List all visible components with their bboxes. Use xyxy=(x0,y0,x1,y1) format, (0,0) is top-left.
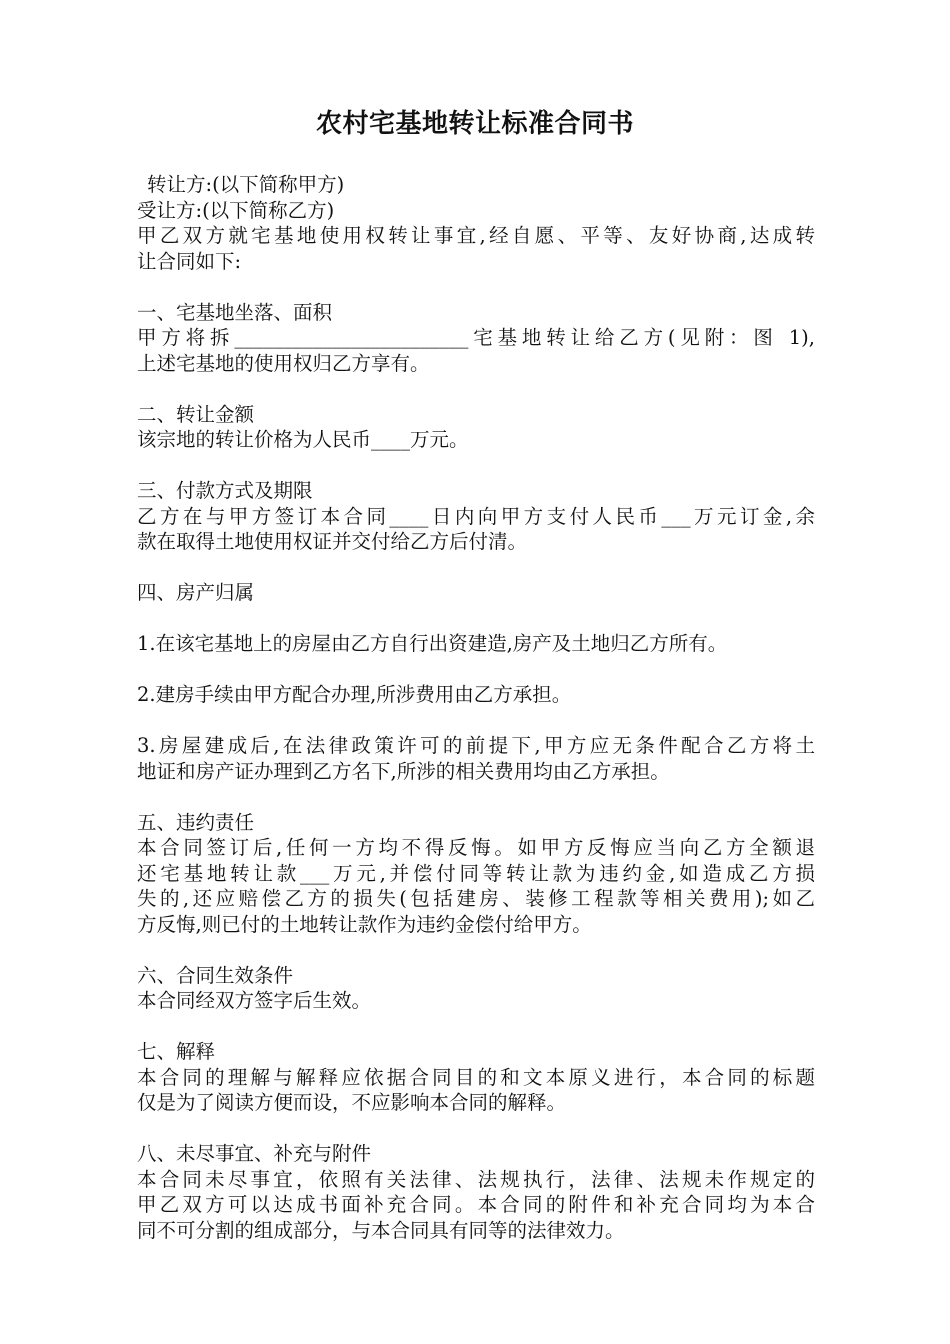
intro-line-1: 甲乙双方就宅基地使用权转让事宜,经自愿、平等、友好协商,达成转 xyxy=(137,224,815,247)
document-body xyxy=(137,172,815,1243)
document-title: 农村宅基地转让标准合同书 xyxy=(315,109,634,139)
section-4-item-3-line-1: 3.房屋建成后,在法律政策许可的前提下,甲方应无条件配合乙方将土 xyxy=(137,734,815,757)
section-4-heading: 四、房产归属 xyxy=(137,581,255,604)
intro-line-2: 让合同如下: xyxy=(137,249,242,273)
paragraph-gap xyxy=(137,657,815,683)
paragraph-gap xyxy=(137,453,815,479)
paragraph-gap xyxy=(137,1116,815,1142)
section-2-heading: 二、转让金额 xyxy=(137,402,255,426)
party-b-line: 受让方:(以下简称乙方) xyxy=(137,198,335,222)
section-3-line-1: 乙方在与甲方签订本合同____日内向甲方支付人民币___万元订金,余 xyxy=(137,504,815,528)
section-2-line-1: 该宗地的转让价格为人民币____万元。 xyxy=(137,428,469,451)
section-7-line-2: 仅是为了阅读方便而设，不应影响本合同的解释。 xyxy=(137,1091,567,1114)
paragraph-gap xyxy=(137,784,815,810)
section-3-line-2: 款在取得土地使用权证并交付给乙方后付清。 xyxy=(137,530,528,553)
paragraph-gap xyxy=(137,376,815,402)
paragraph-gap xyxy=(137,937,815,963)
paragraph-gap xyxy=(137,708,815,734)
section-5-line-2: 还宅基地转让款___万元,并偿付同等转让款为违约金,如造成乙方损 xyxy=(137,861,815,885)
section-7-heading: 七、解释 xyxy=(137,1040,216,1063)
section-3-heading: 三、付款方式及期限 xyxy=(137,479,313,502)
section-5-heading: 五、违约责任 xyxy=(137,810,255,834)
section-1-line-2: 上述宅基地的使用权归乙方享有。 xyxy=(137,351,430,375)
section-8-line-2: 甲乙双方可以达成书面补充合同。本合同的附件和补充合同均为本合 xyxy=(137,1193,815,1216)
section-4-item-3-line-2: 地证和房产证办理到乙方名下,所涉的相关费用均由乙方承担。 xyxy=(137,759,670,783)
paragraph-gap xyxy=(137,1014,815,1040)
party-a-line: 转让方:(以下简称甲方) xyxy=(147,173,345,196)
section-8-line-3: 同不可分割的组成部分，与本合同具有同等的法律效力。 xyxy=(137,1218,625,1242)
section-7-line-1: 本合同的理解与解释应依据合同目的和文本原义进行，本合同的标题 xyxy=(137,1065,815,1089)
section-5-line-4: 方反悔,则已付的土地转让款作为违约金偿付给甲方。 xyxy=(137,912,592,936)
section-5-line-3: 失的,还应赔偿乙方的损失(包括建房、装修工程款等相关费用);如乙 xyxy=(137,887,815,910)
paragraph-gap xyxy=(137,555,815,581)
section-8-line-1: 本合同未尽事宜，依照有关法律、法规执行，法律、法规未作规定的 xyxy=(137,1167,815,1191)
section-4-item-1: 1.在该宅基地上的房屋由乙方自行出资建造,房产及土地归乙方所有。 xyxy=(137,632,728,655)
section-4-item-2: 2.建房手续由甲方配合办理,所涉费用由乙方承担。 xyxy=(137,683,572,706)
section-6-heading: 六、合同生效条件 xyxy=(137,963,294,987)
section-1-heading: 一、宅基地坐落、面积 xyxy=(137,300,333,324)
paragraph-gap xyxy=(137,606,815,632)
section-6-line-1: 本合同经双方签字后生效。 xyxy=(137,989,372,1012)
paragraph-gap xyxy=(137,274,815,300)
section-8-heading: 八、未尽事宜、补充与附件 xyxy=(137,1142,372,1165)
section-5-line-1: 本合同签订后,任何一方均不得反悔。如甲方反悔应当向乙方全额退 xyxy=(137,836,815,859)
section-1-line-1: 甲方将拆________________________宅基地转让给乙方(见附：图 1), xyxy=(137,326,815,349)
